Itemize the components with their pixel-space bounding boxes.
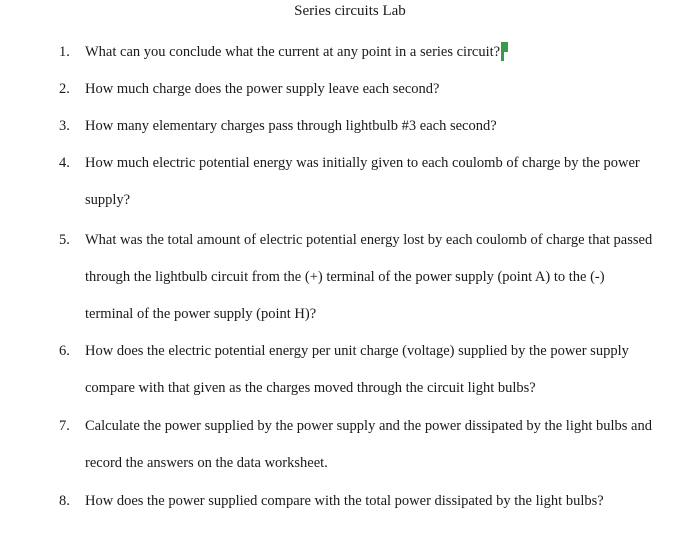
question-item-1 bbox=[59, 34, 659, 71]
question-text: How much charge does the power supply leave each second? bbox=[85, 81, 440, 97]
question-item-6 bbox=[59, 333, 659, 407]
question-number: 8. bbox=[59, 493, 70, 509]
question-text: How much electric potential energy was initially given to each coulomb of charge by the power supply? bbox=[85, 155, 640, 208]
question-text bbox=[85, 34, 655, 71]
question-number: 1. bbox=[59, 44, 70, 60]
question-item-8 bbox=[59, 483, 659, 520]
question-item-2 bbox=[59, 71, 659, 108]
question-text: How many elementary charges pass through lightbulb #3 each second? bbox=[85, 118, 497, 134]
question-item-4 bbox=[59, 145, 659, 219]
question-text-content: What can you conclude what the current at any point in a series circuit? bbox=[85, 44, 501, 60]
question-item-3 bbox=[59, 108, 659, 145]
question-text: How does the electric potential energy per unit charge (voltage) supplied by the power supply compare with that given as the charges moved through the circuit light bulbs? bbox=[85, 343, 629, 396]
question-number: 3. bbox=[59, 118, 70, 134]
question-text: What was the total amount of electric potential energy lost by each coulomb of charge that passed through the lightbulb circuit from the (+) terminal of the power supply (point A) to the (-) terminal of the power supply (point H)? bbox=[85, 232, 653, 322]
question-number: 5. bbox=[59, 232, 70, 248]
question-text: Calculate the power supplied by the power supply and the power dissipated by the light bulbs and record the answers on the data worksheet. bbox=[85, 418, 652, 471]
question-number: 7. bbox=[59, 418, 70, 434]
question-number: 6. bbox=[59, 343, 70, 359]
question-number: 2. bbox=[59, 81, 70, 97]
text-cursor-icon bbox=[500, 42, 508, 60]
document-title: Series circuits Lab bbox=[294, 3, 406, 19]
question-item-5 bbox=[59, 222, 659, 333]
question-text: How does the power supplied compare with the total power dissipated by the light bulbs? bbox=[85, 493, 604, 509]
question-item-7 bbox=[59, 408, 659, 482]
question-number: 4. bbox=[59, 155, 70, 171]
